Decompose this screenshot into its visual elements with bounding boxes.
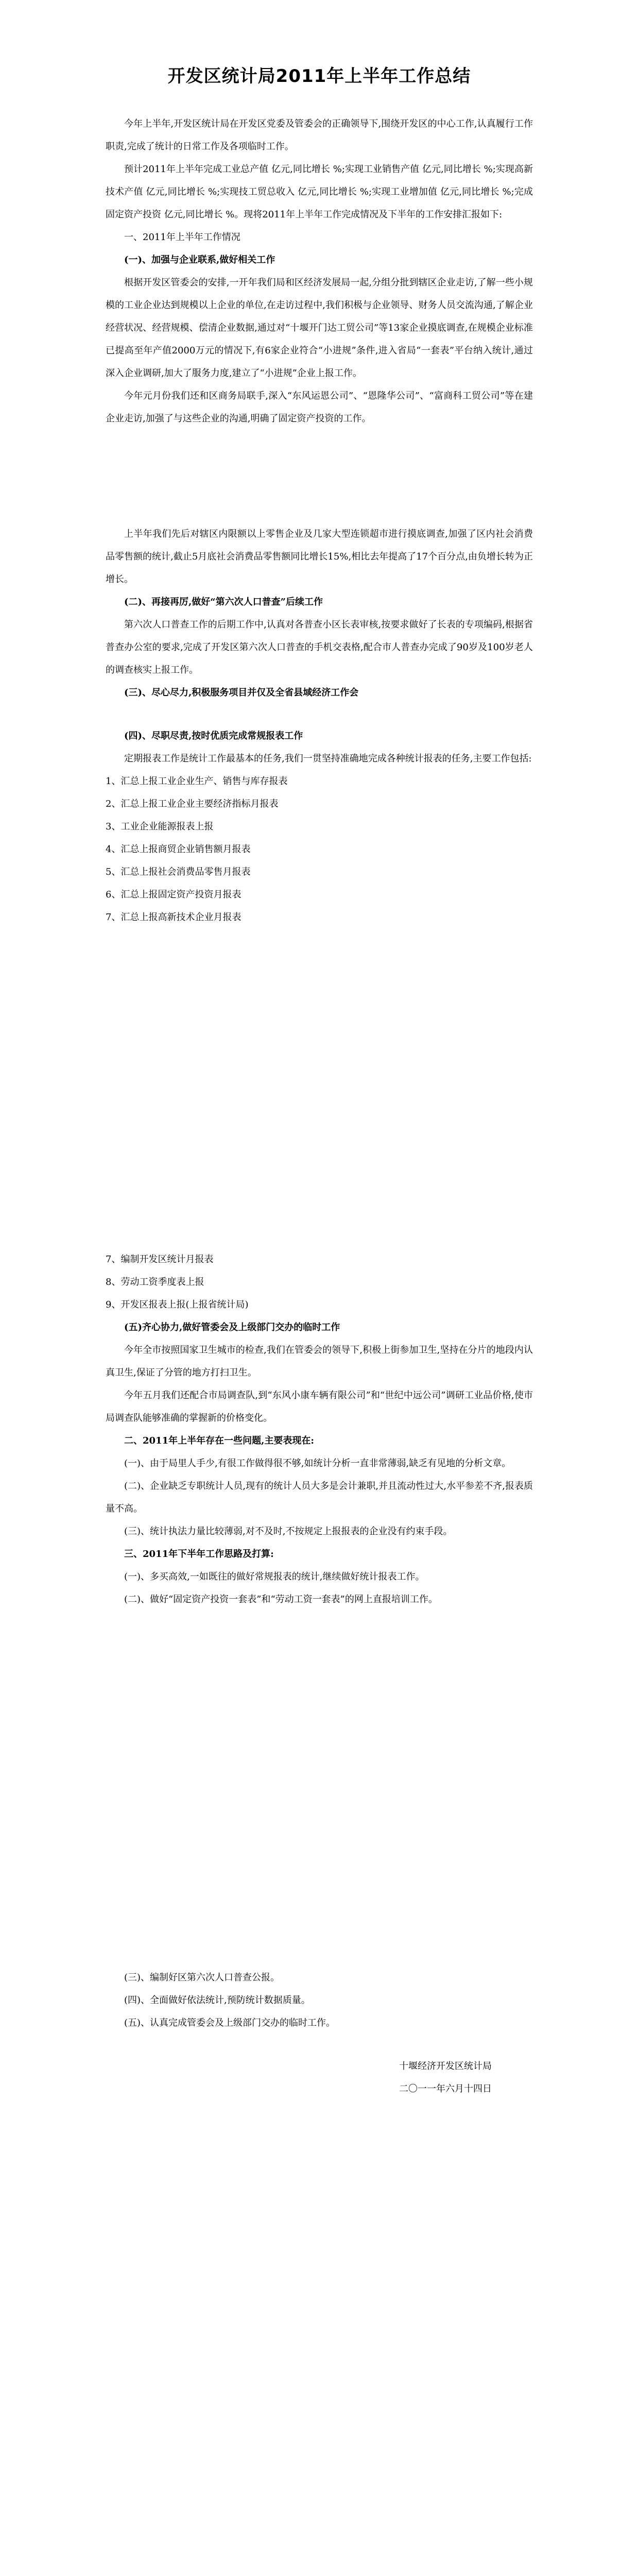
section2-item: (二)、企业缺乏专职统计人员,现有的统计人员大多是会计兼职,并且流动性过大,水平参差不齐,报表质量不高。 — [106, 1481, 533, 1514]
blank-gap — [106, 2035, 533, 2055]
report-list-item: 9、开发区报表上报(上报省统计局) — [106, 1299, 249, 1310]
section2-heading: 二、2011年上半年存在一些问题,主要表现在: — [124, 1435, 315, 1446]
section1-sub3-heading: (三)、尽心尽力,积极服务项目并仅及全省县域经济工作会 — [124, 687, 359, 698]
report-list-item: 7、汇总上报高新技术企业月报表 — [106, 912, 241, 923]
report-list-item: 5、汇总上报社会消费品零售月报表 — [106, 867, 251, 877]
blank-gap — [106, 430, 533, 523]
section1-sub5-paragraph-1: 今年全市按照国家卫生城市的检查,我们在管委会的领导下,积极上街参加卫生,坚持在分片的地段内认真卫生,保证了分管的地方打扫卫生。 — [106, 1345, 533, 1378]
section1-sub1-heading: (一)、加强与企业联系,做好相关工作 — [124, 255, 275, 265]
section1-sub4-paragraph: 定期报表工作是统计工作最基本的任务,我们一贯坚持准确地完成各种统计报表的任务,主要工作包括: — [124, 753, 532, 764]
section2-item: (一)、由于局里人手少,有很工作做得很不够,如统计分析一直非常薄弱,缺乏有见地的分析文章。 — [124, 1458, 511, 1469]
retail-paragraph: 上半年我们先后对辖区内限额以上零售企业及几家大型连锁超市进行摸底调查,加强了区内社会消费品零售额的统计,截止5月底社会消费品零售额同比增长15%,相比去年提高了17个百分点,由负增长转为正增长。 — [106, 529, 533, 585]
section1-heading: 一、2011年上半年工作情况 — [124, 232, 240, 243]
signature-organization: 十堰经济开发区统计局 — [399, 2061, 492, 2072]
intro-paragraph-2: 预计2011年上半年完成工业总产值 亿元,同比增长 %;实现工业销售产值 亿元,同比增长 %;实现高新技术产值 亿元,同比增长 %;实现技工贸总收入 亿元,同比增长 %;实现工业增加值 亿元,同比增长 %;完成固定资产投资 亿元,同比增长 %。现将2011年上半年工作完成情况及下半年的工作安排汇报如下: — [106, 164, 533, 220]
intro-paragraph-1: 今年上半年,开发区统计局在开发区党委及管委会的正确领导下,围绕开发区的中心工作,认真履行工作职责,完成了统计的日常工作及各项临时工作。 — [106, 118, 533, 152]
section1-sub4-heading: (四)、尽职尽责,按时优质完成常规报表工作 — [124, 731, 303, 741]
document-title: 开发区统计局2011年上半年工作总结 — [167, 66, 471, 87]
section3-item: (五)、认真完成管委会及上级部门交办的临时工作。 — [124, 2018, 336, 2028]
report-list-item: 8、劳动工资季度表上报 — [106, 1277, 204, 1287]
section3-item: (四)、全面做好依法统计,预防统计数据质量。 — [124, 1995, 310, 2006]
report-list-item: 6、汇总上报固定资产投资月报表 — [106, 889, 241, 900]
blank-gap — [106, 929, 533, 1248]
section3-heading: 三、2011年下半年工作思路及打算: — [124, 1549, 274, 1560]
report-list-item: 7、编制开发区统计月报表 — [106, 1254, 214, 1265]
signature-date: 二〇一一年六月十四日 — [399, 2083, 492, 2094]
document-page — [106, 62, 533, 2100]
section1-sub2-heading: (二)、再接再厉,做好“第六次人口普查”后续工作 — [124, 597, 323, 607]
section3-item: (三)、编制好区第六次人口普查公报。 — [124, 1972, 280, 1983]
section2-item: (三)、统计执法力量比较薄弱,对不及时,不按规定上报报表的企业没有约束手段。 — [124, 1526, 453, 1537]
signature-block — [106, 2055, 533, 2100]
blank-gap — [106, 704, 533, 725]
section1-sub5-paragraph-2: 今年五月我们还配合市局调查队,到“东风小康车辆有限公司”和“世纪中远公司”调研工业品价格,使市局调查队能够准确的掌握新的价格变化。 — [106, 1390, 533, 1423]
section3-item: (一)、多买高效,一如既往的做好常规报表的统计,继续做好统计报表工作。 — [124, 1571, 425, 1582]
section1-sub1-paragraph-1: 根据开发区管委会的安排,一开年我们局和区经济发展局一起,分组分批到辖区企业走访,了解一些小规模的工业企业达到规模以上企业的单位,在走访过程中,我们积极与企业领导、财务人员交流沟通,了解企业经营状况、经营规模、偿清企业数据,通过对“十堰开门达工贸公司”等13家企业摸底调查,在规模企业标准已提高至年产值2000万元的情况下,有6家企业符合“小进规”条件,进入省局“一套表”平台纳入统计,通过深入企业调研,加大了服务力度,建立了“小进规”企业上报工作。 — [106, 277, 533, 379]
section1-sub2-paragraph: 第六次人口普查工作的后期工作中,认真对各普查小区长表审核,按要求做好了长表的专项编码,根据省普查办公室的要求,完成了开发区第六次人口普查的手机交表格,配合市人普查办完成了90岁及100岁老人的调查核实上报工作。 — [106, 619, 533, 675]
section1-sub1-paragraph-2: 今年元月份我们还和区商务局联手,深入“东风运恩公司”、“恩隆华公司”、“富商科工贸公司”等在建企业走访,加强了与这些企业的沟通,明确了固定资产投资的工作。 — [106, 391, 533, 424]
report-list-item: 1、汇总上报工业企业生产、销售与库存报表 — [106, 776, 288, 787]
section3-item: (二)、做好“固定资产投资一套表”和“劳动工资一套表”的网上直报培训工作。 — [124, 1594, 438, 1605]
section1-sub5-heading: (五)齐心协力,做好管委会及上级部门交办的临时工作 — [124, 1322, 340, 1333]
blank-gap — [106, 1611, 533, 1967]
report-list-item: 3、工业企业能源报表上报 — [106, 821, 214, 832]
report-list-item: 4、汇总上报商贸企业销售额月报表 — [106, 844, 251, 855]
report-list-item: 2、汇总上报工业企业主要经济指标月报表 — [106, 799, 279, 809]
